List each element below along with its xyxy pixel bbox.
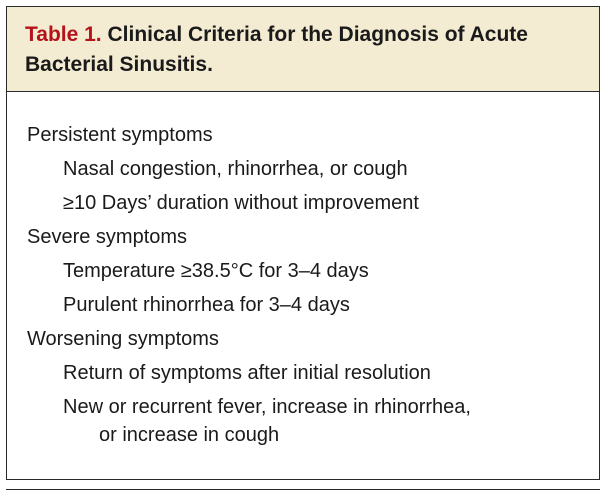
criteria-item: Temperature ≥38.5°C for 3–4 days [63, 260, 369, 282]
table-frame [6, 6, 600, 480]
bottom-rule [6, 489, 600, 490]
criteria-item-line-2: or increase in cough [99, 424, 280, 446]
section-severe-symptoms [27, 220, 599, 322]
criteria-item-line-1: New or recurrent fever, increase in rhinorrhea, [63, 396, 471, 418]
table-title-text: Clinical Criteria for the Diagnosis of Acute [107, 23, 528, 46]
section-heading: Worsening symptoms [27, 328, 219, 350]
criteria-item: Return of symptoms after initial resolution [63, 362, 431, 384]
table-header [7, 7, 599, 92]
criteria-item: Nasal congestion, rhinorrhea, or cough [63, 158, 408, 180]
criteria-item: ≥10 Days’ duration without improvement [63, 192, 419, 214]
table-body [7, 92, 599, 449]
section-heading: Severe symptoms [27, 226, 188, 248]
table-label: Table 1. [25, 23, 102, 46]
section-persistent-symptoms [27, 118, 599, 220]
table-title-line-2: Bacterial Sinusitis. [25, 53, 213, 76]
section-worsening-symptoms [27, 322, 599, 449]
table-title-line-1 [25, 20, 583, 50]
criteria-item-wrapped [63, 390, 599, 449]
section-heading: Persistent symptoms [27, 124, 213, 146]
criteria-item: Purulent rhinorrhea for 3–4 days [63, 294, 350, 316]
